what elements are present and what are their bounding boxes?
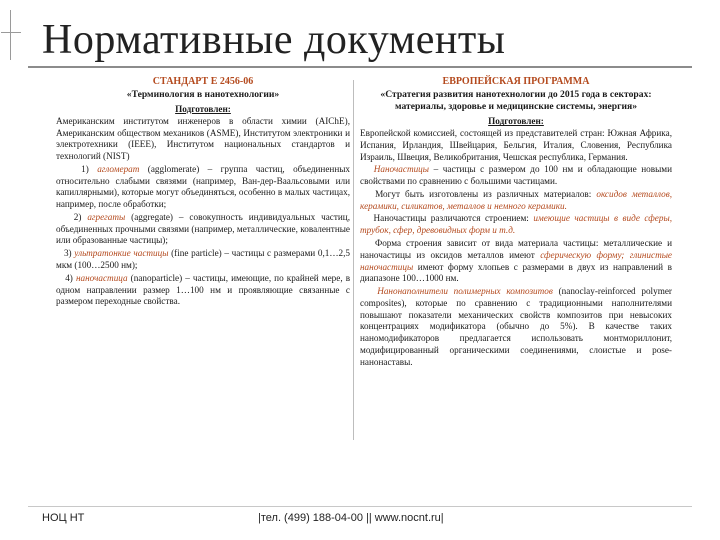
page-title: Нормативные документы xyxy=(42,17,506,63)
composites-paragraph xyxy=(360,286,672,368)
definition-text: (agglomerate) – группа частиц, объединенных относительно слабыми связями (например, Ван-дер-Ваальсовыми или капиллярными), которые могут объединяться, особенно в малых частицах, например, после обработки; xyxy=(56,163,351,210)
standard-heading: СТАНДАРТ Е 2456-06 xyxy=(152,76,254,87)
definition-text: (nanoparticle) – частицы, имеющие, по крайней мере, в одном направлении размер 1…100 нм и проявляющие связанные с размером переходные свойства. xyxy=(56,272,351,307)
standard-column xyxy=(56,76,350,362)
definition-term: агрегаты xyxy=(87,211,126,222)
shape-paragraph xyxy=(360,238,672,285)
definition-term: наночастица xyxy=(75,272,128,283)
nanoparticles-term: Наночастицы xyxy=(373,164,429,175)
definition-number: 3) xyxy=(63,248,72,259)
eu-prepared-label: Подготовлен: xyxy=(488,116,544,127)
shape-term: сферическую форму; глинистые наночастицы xyxy=(360,249,673,272)
column-divider xyxy=(353,80,354,440)
definition-number: 1) xyxy=(81,163,89,174)
footer-org: НОЦ НТ xyxy=(42,512,85,524)
eu-program-subtitle: «Стратегия развития нанотехнологии до 2015 года в секторах: материалы, здоровье и медицинские системы, энергия» xyxy=(380,88,652,113)
nanoparticles-paragraph xyxy=(360,164,672,188)
materials-text: Могут быть изготовлены из различных материалов: xyxy=(375,188,592,199)
structure-text: Наночастицы различаются строением: xyxy=(373,213,529,224)
structure-paragraph xyxy=(360,213,672,237)
definition-number: 2) xyxy=(73,211,82,222)
composites-text: (nanoclay-reinforced polymer composites), которые по сравнению с традиционными наполнителями повышают показатели механических свойств композитов при невысоких концентрациях модификатора (обычно до 5%). В качестве таких наномодификаторов предлагается использовать монтмориллонит, модифицированный органическими соединениями, слоистые и рosе-нанонаставы. xyxy=(360,286,672,367)
definition-number: 4) xyxy=(65,272,73,283)
structure-list: имеющие частицы в виде сферы, трубок, сфер, древовидных форм и т.д. xyxy=(360,213,672,236)
materials-list: оксидов металлов, керамики, силикатов, металлов и немного керамики. xyxy=(360,188,673,211)
definition-item xyxy=(56,248,350,272)
definition-item xyxy=(56,212,350,247)
definition-item xyxy=(56,273,350,308)
definition-item xyxy=(56,164,350,211)
shape-text: Форма строения зависит от вида материала частицы: металлические и наночастицы из оксидов металлов имеют xyxy=(360,237,672,260)
eu-prepared-text: Европейской комиссией, состоящей из представителей стран: Южная Африка, Испания, Ирландия, Швейцария, Бельгия, Италия, Словения, Республика Израиль, Швеция, Великобритания, Чешская республика, Германия. xyxy=(360,128,672,162)
composites-term: Нанонаполнители полимерных композитов xyxy=(377,286,553,297)
footer-contacts: |тел. (499) 188-04-00 || www.nocnt.ru| xyxy=(258,512,444,524)
title-underline xyxy=(28,66,692,68)
materials-paragraph xyxy=(360,189,672,213)
definition-term: ультратонкие частицы xyxy=(74,248,169,259)
standard-subtitle: «Терминология в нанотехнологии» xyxy=(126,88,280,100)
definition-term: агломерат xyxy=(97,163,140,174)
definition-text: (aggregate) – совокупность индивидуальных частиц, объединенных прочными связями (например, металлические, ковалентные или образованные частицы); xyxy=(56,211,350,246)
definition-text: (fine particle) – частицы с размерами 0,1…2,5 мкм (100…2500 нм); xyxy=(56,248,351,271)
nanoparticles-text: – частицы с размером до 100 нм и обладающие новыми свойствами по сравнению с большими частицами. xyxy=(360,164,673,187)
standard-prepared-text: Американским институтом инженеров в области химии (AIChE), Американским обществом механиков (ASME), Институтом электроники и электротехники (IEEE), Институтом национальных стандартов и технологий (NIST) xyxy=(56,115,350,162)
eu-program-column xyxy=(360,76,672,464)
corner-decoration xyxy=(10,10,41,60)
shape-rest: имеют форму хлопьев с размерами в двух из направлений в диапазоне 100…1000 нм. xyxy=(360,261,673,284)
eu-program-heading: ЕВРОПЕЙСКАЯ ПРОГРАММА xyxy=(442,76,590,87)
footer-divider xyxy=(28,506,692,507)
standard-prepared-label: Подготовлен: xyxy=(175,104,231,115)
